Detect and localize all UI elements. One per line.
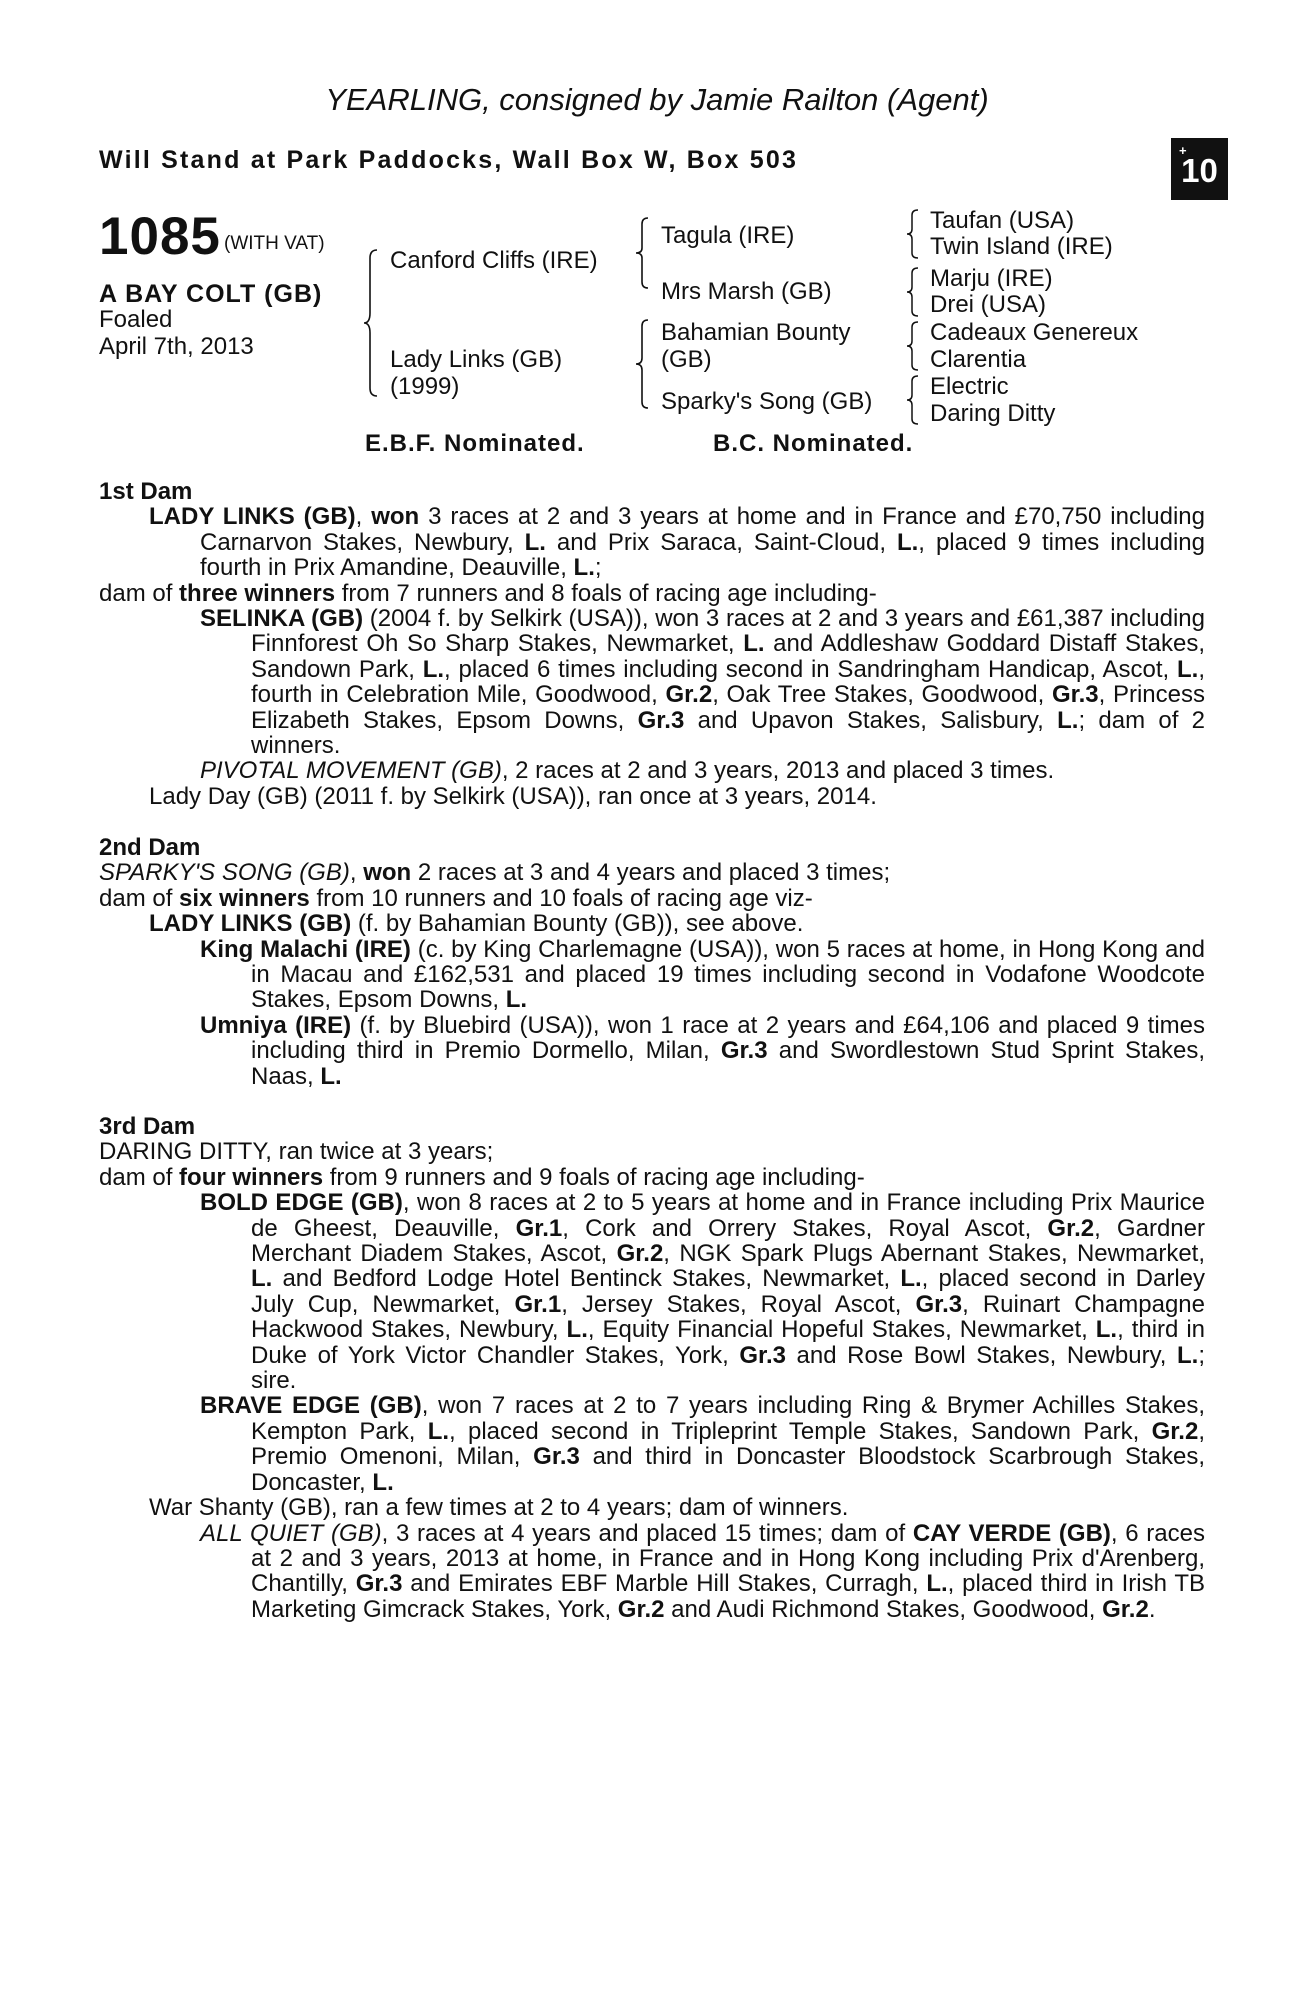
record-text: ; <box>594 554 602 582</box>
second-dam-produce-summary <box>99 886 1205 911</box>
pedigree-brace-dam <box>634 318 652 410</box>
third-dam-produce-summary <box>99 1165 1205 1190</box>
listed-tag: L. <box>900 1265 922 1293</box>
dam-name: SPARKY'S SONG (GB) <box>99 859 350 887</box>
record-text: ; sire. <box>251 1341 1206 1395</box>
record-text: , Princess Elizabeth Stakes, Epsom Downs, <box>251 681 1206 734</box>
pedigree-dam-line2: (1999) <box>390 373 460 400</box>
foaled-date: April 7th, 2013 <box>99 333 254 360</box>
record-text: (2004 f. by Selkirk (USA)), won 3 races at 2 and 3 years and £61,387 including Finnforest Oh So Sharp Stakes, Newmarket, <box>251 605 1205 658</box>
record-text: and Prix Saraca, Saint-Cloud, <box>545 528 897 556</box>
listed-tag: L. <box>372 1468 394 1496</box>
winners-count: four winners <box>179 1163 324 1191</box>
produce-entry <box>99 911 1205 936</box>
foaled-label: Foaled <box>99 306 173 333</box>
record-text: and Upavon Stakes, Salisbury, <box>684 706 1058 734</box>
record-text: , third in Duke of York Victor Chandler Stakes, York, <box>251 1316 1206 1369</box>
group-tag: Gr.1 <box>514 1290 562 1318</box>
winners-count: six winners <box>179 884 310 912</box>
listed-tag: L. <box>320 1062 342 1090</box>
record-text: from 7 runners and 8 foals of racing age including- <box>335 579 877 607</box>
winners-count: three winners <box>179 579 336 607</box>
listed-tag: L. <box>524 528 546 556</box>
record-text: , won 7 races at 2 to 7 years including Ring & Brymer Achilles Stakes, Kempton Park, <box>251 1392 1205 1445</box>
produce-entry <box>99 1393 1205 1495</box>
record-text: (c. by King Charlemagne (USA)), won 5 races at home, in Hong Kong and in Macau and £162,531 and placed 19 times including second in Vodafone Woodcote Stakes, Epsom Downs, <box>251 935 1205 1014</box>
first-dam-produce-summary <box>99 581 1205 606</box>
vat-note: (WITH VAT) <box>224 233 325 254</box>
record-text: , placed second in Darley July Cup, Newmarket, <box>251 1265 1205 1318</box>
listed-tag: L. <box>1095 1316 1118 1344</box>
produce-name: SELINKA (GB) <box>200 605 364 633</box>
record-text: , fourth in Celebration Mile, Goodwood, <box>251 655 1205 709</box>
record-text: and Swordlestown Stud Sprint Stakes, Naas, <box>251 1037 1205 1090</box>
record-text: , Jersey Stakes, Royal Ascot, <box>561 1290 916 1318</box>
group-tag: Gr.3 <box>355 1570 403 1598</box>
record-text: . <box>1148 1595 1156 1623</box>
group-tag: Gr.2 <box>617 1595 665 1623</box>
third-dam-record: DARING DITTY, ran twice at 3 years; <box>99 1138 494 1166</box>
group-tag: Gr.3 <box>533 1443 580 1471</box>
pedigree-brace-sire <box>634 216 652 290</box>
produce-name: ALL QUIET (GB) <box>200 1519 382 1547</box>
pedigree-sds: Marju (IRE) <box>930 265 1053 292</box>
record-text: , Gardner Merchant Diadem Stakes, Ascot, <box>251 1214 1205 1268</box>
group-tag: Gr.3 <box>637 706 685 734</box>
record-text: dam of <box>99 1163 180 1191</box>
pedigree-ssd: Twin Island (IRE) <box>930 233 1113 260</box>
record-text: (f. by Bluebird (USA)), won 1 race at 2 years and £64,106 and placed 9 times including third in Premio Dormello, Milan, <box>251 1011 1206 1065</box>
listed-tag: L. <box>896 528 919 556</box>
produce-entry <box>99 758 1205 783</box>
pedigree-sdd: Drei (USA) <box>930 291 1047 318</box>
ebf-nominated: E.B.F. Nominated. <box>365 430 585 457</box>
produce-name: PIVOTAL MOVEMENT (GB) <box>200 757 502 785</box>
pedigree-sd: Mrs Marsh (GB) <box>661 278 832 305</box>
record-text: , placed third in Irish TB Marketing Gimcrack Stakes, York, <box>251 1570 1206 1623</box>
pedigree-brace-ss <box>905 208 921 260</box>
listed-tag: L. <box>573 554 595 582</box>
listed-tag: L. <box>1057 706 1079 734</box>
record-text: , Premio Omenoni, Milan, <box>251 1417 1205 1471</box>
record-text: dam of <box>99 579 180 607</box>
first-dam-section <box>99 479 1205 809</box>
record-text: , 3 races at 4 years and placed 15 times; dam of <box>381 1519 913 1547</box>
record-text: , 2 races at 2 and 3 years, 2013 and placed 3 times. <box>501 757 1055 785</box>
won-label: won <box>371 503 420 531</box>
listed-tag: L. <box>566 1316 588 1344</box>
record-text: , Oak Tree Stakes, Goodwood, <box>712 681 1052 709</box>
listed-tag: L. <box>422 655 445 683</box>
third-dam-section <box>99 1114 1205 1622</box>
group-tag: Gr.2 <box>1047 1214 1095 1242</box>
age-badge <box>1171 138 1228 200</box>
record-text: , 6 races at 2 and 3 years, 2013 at home, in France and in Hong Kong including Prix d'Arenberg, Chantilly, <box>251 1519 1205 1598</box>
pedigree-brace-dd <box>905 374 921 426</box>
first-dam-record: LADY LINKS (GB), won 3 races at 2 and 3 years at home and in France and £70,750 including Carnarvon Stakes, Newbury, L. and Prix Saraca, Saint-Cloud, L., placed 9 times including fourth in Prix Amandine, Deauville, L.; <box>149 503 1206 582</box>
record-text: and Emirates EBF Marble Hill Stakes, Curragh, <box>402 1570 927 1598</box>
bc-nominated: B.C. Nominated. <box>713 430 914 457</box>
record-text: , placed 9 times including fourth in Prix Amandine, Deauville, <box>200 528 1206 582</box>
listed-tag: L. <box>1177 1341 1199 1369</box>
produce-entry <box>99 606 1205 758</box>
pedigree-ds-line1: Bahamian Bounty <box>661 319 851 346</box>
pedigree-ddd: Daring Ditty <box>930 400 1056 427</box>
record-text: , NGK Spark Plugs Abernant Stakes, Newmarket, <box>663 1240 1206 1268</box>
produce-entry: Lady Day (GB) (2011 f. by Selkirk (USA)), ran once at 3 years, 2014. <box>149 782 877 810</box>
record-text: , <box>349 859 364 887</box>
group-tag: Gr.2 <box>1151 1417 1199 1445</box>
listed-tag: L. <box>1177 655 1199 683</box>
third-dam-heading: 3rd Dam <box>99 1113 196 1140</box>
group-tag: Gr.3 <box>1051 681 1099 709</box>
produce-name: BOLD EDGE (GB) <box>200 1189 403 1217</box>
group-tag: Gr.3 <box>739 1341 787 1369</box>
produce-entry <box>99 937 1205 1013</box>
record-text: , Ruinart Champagne Hackwood Stakes, Newbury, <box>251 1290 1205 1344</box>
record-text: , placed second in Tripleprint Temple Stakes, Sandown Park, <box>449 1417 1152 1445</box>
second-dam-heading: 2nd Dam <box>99 834 201 861</box>
pedigree-brace-ds <box>905 320 921 372</box>
group-tag: Gr.2 <box>616 1240 664 1268</box>
won-label: won <box>363 859 412 887</box>
produce-entry <box>99 1013 1205 1089</box>
group-tag: Gr.2 <box>1102 1595 1149 1623</box>
record-text: dam of <box>99 884 180 912</box>
pedigree-sire: Canford Cliffs (IRE) <box>390 247 598 274</box>
record-text: and Addleshaw Goddard Distaff Stakes, Sandown Park, <box>251 630 1205 683</box>
listed-tag: L. <box>505 986 528 1014</box>
record-text: , Equity Financial Hopeful Stakes, Newmarket, <box>587 1316 1096 1344</box>
pedigree-ss: Tagula (IRE) <box>661 222 795 249</box>
grand-produce-entry <box>99 1521 1205 1623</box>
produce-name: King Malachi (IRE) <box>200 935 411 963</box>
badge-plus: + <box>1179 143 1187 158</box>
record-text: and Rose Bowl Stakes, Newbury, <box>786 1341 1178 1369</box>
record-text: and Audi Richmond Stakes, Goodwood, <box>664 1595 1103 1623</box>
record-text: and third in Doncaster Bloodstock Scarbrough Stakes, Doncaster, <box>251 1443 1206 1496</box>
record-text: and Bedford Lodge Hotel Bentinck Stakes, Newmarket, <box>272 1265 901 1293</box>
group-tag: Gr.3 <box>915 1290 963 1318</box>
listed-tag: L. <box>427 1417 450 1445</box>
produce-name: CAY VERDE (GB) <box>912 1519 1111 1547</box>
group-tag: Gr.1 <box>515 1214 563 1242</box>
listed-tag: L. <box>743 630 765 658</box>
second-dam-record <box>99 860 1205 885</box>
record-text: , won 8 races at 2 to 5 years at home and in France including Prix Maurice de Gheest, Deauville, <box>251 1189 1206 1242</box>
record-text: 3 races at 2 and 3 years at home and in France and £70,750 including Carnarvon Stakes, Newbury, <box>200 503 1205 556</box>
record-text: from 9 runners and 9 foals of racing age including- <box>323 1163 865 1191</box>
group-tag: Gr.3 <box>720 1037 768 1065</box>
produce-entry <box>99 1190 1205 1393</box>
pedigree-dds: Electric <box>930 373 1009 400</box>
produce-name: LADY LINKS (GB) <box>149 910 352 938</box>
first-dam-heading: 1st Dam <box>99 478 193 505</box>
listed-tag: L. <box>251 1265 273 1293</box>
pedigree-dd: Sparky's Song (GB) <box>661 388 873 415</box>
produce-name: Umniya (IRE) <box>200 1011 352 1039</box>
pedigree-dss: Cadeaux Genereux <box>930 319 1139 346</box>
record-text: , Cork and Orrery Stakes, Royal Ascot, <box>562 1214 1048 1242</box>
record-text: ; dam of 2 winners. <box>251 706 1205 760</box>
badge-number: 10 <box>1181 152 1218 189</box>
second-dam-section <box>99 835 1205 1089</box>
pedigree-dsd: Clarentia <box>930 346 1027 373</box>
dam-name: LADY LINKS (GB) <box>149 503 356 531</box>
pedigree-brace-sd <box>905 266 921 318</box>
page-title: YEARLING, consigned by Jamie Railton (Agent) <box>325 82 989 117</box>
pedigree-ds-line2: (GB) <box>661 346 712 373</box>
produce-name: BRAVE EDGE (GB) <box>200 1392 422 1420</box>
record-text: , placed 6 times including second in Sandringham Handicap, Ascot, <box>444 655 1177 683</box>
produce-entry: War Shanty (GB), ran a few times at 2 to 4 years; dam of winners. <box>149 1494 849 1522</box>
pedigree-sss: Taufan (USA) <box>930 207 1075 234</box>
listed-tag: L. <box>926 1570 948 1598</box>
record-text: (f. by Bahamian Bounty (GB)), see above. <box>351 910 804 938</box>
pedigree-brace-main <box>362 248 382 398</box>
record-text: 2 races at 3 and 4 years and placed 3 times; <box>411 859 891 887</box>
stand-location: Will Stand at Park Paddocks, Wall Box W, Box 503 <box>99 146 799 174</box>
lot-number: 1085 <box>99 207 221 266</box>
record-text: from 10 runners and 10 foals of racing age viz- <box>309 884 813 912</box>
horse-name: A BAY COLT (GB) <box>99 280 323 308</box>
pedigree-dam-line1: Lady Links (GB) <box>390 346 563 373</box>
group-tag: Gr.2 <box>665 681 713 709</box>
